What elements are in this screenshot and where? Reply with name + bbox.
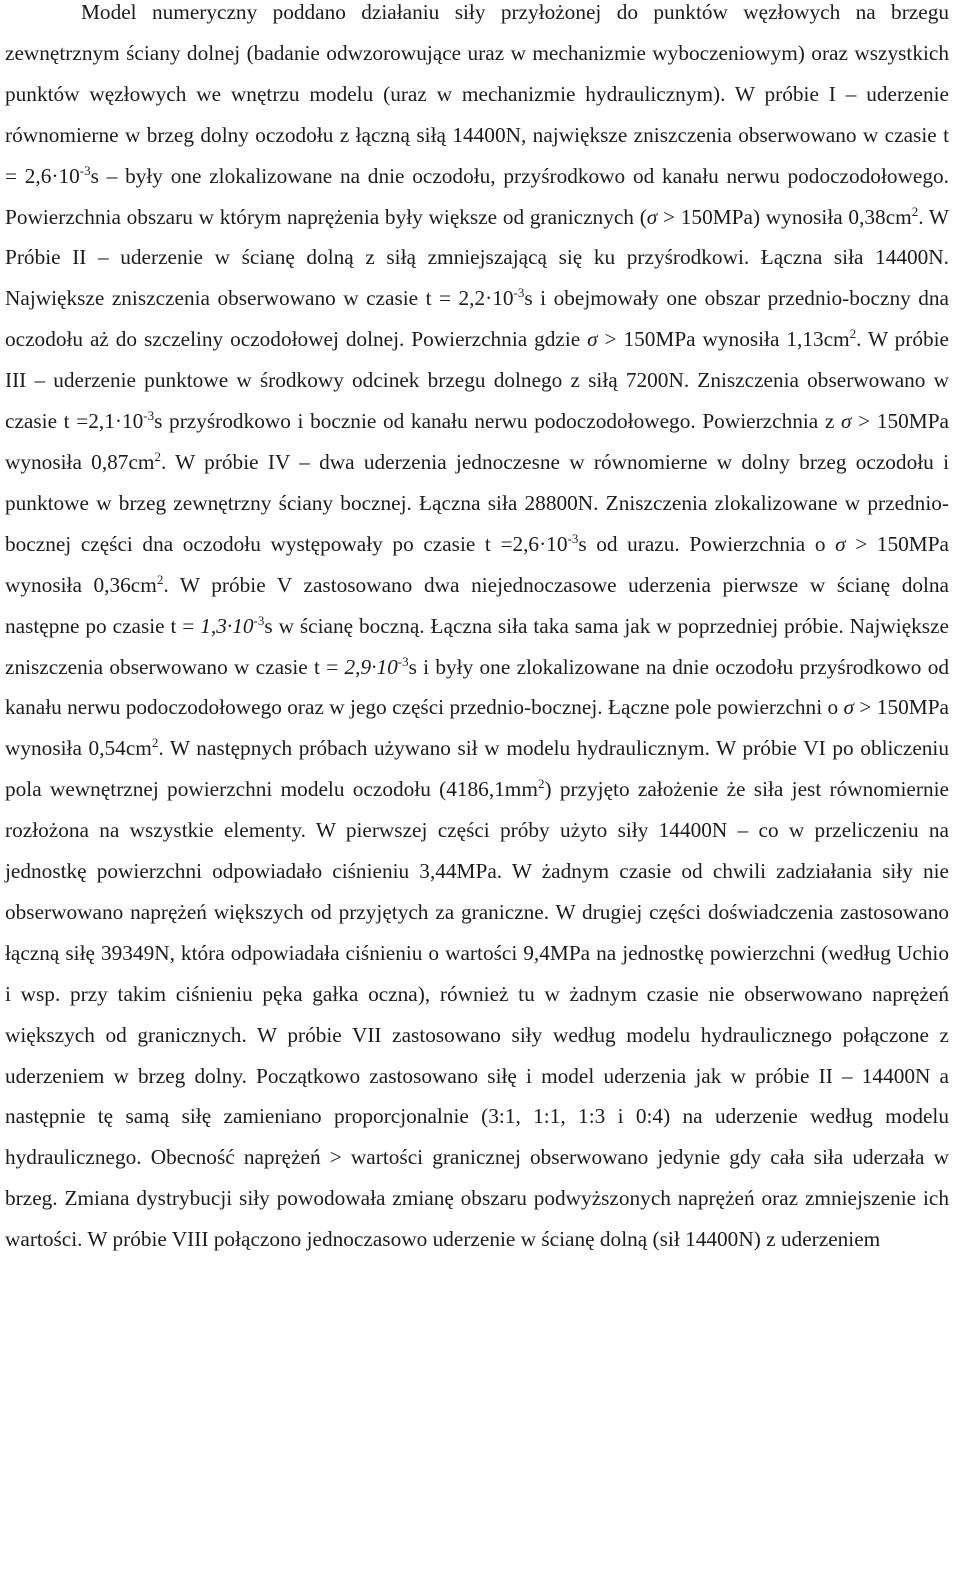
sigma-symbol: σ (843, 695, 855, 720)
text-run: ) przyjęto założenie że siła jest równomiernie rozłożona na wszystkie elementy. W pierwszej części próby użyto siły 14400N – co w przeliczeniu na jednostkę powierzchni odpowiadało ciśnieniu 3,44MPa. W żadnym czasie od chwili zadziałania siły nie obserwowano naprężeń większych od przyjętych za graniczne. W drugiej części doświadczenia zastosowano łączną siłę 39349N, która odpowiadała ciśnieniu o wartości 9,4MPa na jednostkę powierzchni (według Uchio i wsp. przy takim ciśnieniu pęka gałka oczna), również tu w żadnym czasie nie obserwowano naprężeń większych od granicznych. W próbie VII zastosowano siły według modelu hydraulicznego połączone z uderzeniem w brzeg dolny. Początkowo zastosowano siłę i model uderzenia jak w próbie II – 14400N a następnie tę samą siłę zamieniano proporcjonalnie (3:1, 1:1, 1:3 i 0:4) na uderzenie według modelu hydraulicznego. Obecność naprężeń > wartości granicznej obserwowano jedynie gdy cała siła uderzała w brzeg. Zmiana dystrybucji siły powodowała zmianę obszaru podwyższonych naprężeń oraz zmniejszenie ich wartości. W próbie VIII połączono jednoczasowo uderzenie w ścianę dolną (sił 14400N) z uderzeniem (5, 777, 949, 1252)
superscript: -3 (143, 408, 155, 424)
text-run: . W próbie V zastosowano dwa niejednoczasowe uderzenia pierwsze w ścianę dolna następne po czasie t = (5, 572, 950, 638)
superscript: 2 (151, 735, 159, 751)
superscript: -3 (253, 612, 265, 628)
superscript: 2 (911, 203, 919, 219)
sigma-symbol: σ (646, 204, 658, 229)
superscript: -3 (567, 530, 579, 546)
text-run: > 150MPa wynosiła 0,36cm (5, 531, 949, 597)
text-run: > 150MPa) wynosiła 0,38cm (657, 204, 912, 229)
text-run: s i były one zlokalizowane na dnie oczodołu przyśrodkowo od kanału nerwu podoczodołowego oraz w jego części przednio-bocznej. Łączne pole powierzchni o (5, 654, 949, 720)
superscript: -3 (397, 653, 409, 669)
italic-value: 1,3·10 (200, 613, 254, 638)
text-run: . W następnych próbach używano sił w modelu hydraulicznym. W próbie VI po obliczeniu pola wewnętrznej powierzchni modelu oczodołu (4186,1mm (5, 736, 949, 802)
superscript: 2 (154, 448, 161, 464)
superscript: 2 (156, 571, 164, 587)
sigma-symbol: σ (841, 409, 852, 434)
text-run: s – były one zlokalizowane na dnie oczodołu, przyśrodkowo od kanału nerwu podoczodołowego. Powierzchnia obszaru w którym naprężenia były większe od granicznych ( (5, 163, 949, 229)
text-run: s przyśrodkowo i bocznie od kanału nerwu podoczodołowego. Powierzchnia z (154, 409, 841, 434)
text-run: s i obejmowały one obszar przednio-boczny dna oczodołu aż do szczeliny oczodołowej dolnej. Powierzchnia gdzie (5, 286, 950, 352)
text-run: . W Próbie II – uderzenie w ścianę dolną z siłą zmniejszającą się ku przyśrodkowi. Łączna siła 14400N. Największe zniszczenia obserwowano w czasie t = 2,2·10 (5, 204, 949, 311)
italic-value: 2,9·10 (344, 654, 398, 679)
text-run: . W próbie IV – dwa uderzenia jednoczesne w równomierne w dolny brzeg oczodołu i punktowe w brzeg zewnętrzny ściany bocznej. Łączna siła 28800N. Zniszczenia zlokalizowane w przednio-bocznej części dna oczodołu występowały po czasie t =2,6·10 (5, 449, 949, 556)
text-run: > 150MPa wynosiła 1,13cm (597, 327, 850, 352)
superscript: -3 (513, 285, 525, 301)
text-run: Model numeryczny poddano działaniu siły przyłożonej do punktów węzłowych na brzegu zewnętrznym ściany dolnej (badanie odwzorowujące uraz w mechanizmie wyboczeniowym) oraz wszystkich punktów węzłowych we wnętrzu modelu (uraz w mechanizmie hydraulicznym). W próbie I – uderzenie równomierne w brzeg dolny oczodołu z łączną siłą 14400N, największe zniszczenia obserwowano w czasie t = 2,6·10 (5, 0, 949, 188)
superscript: 2 (849, 326, 857, 342)
sigma-symbol: σ (587, 327, 598, 352)
text-run: s w ścianę boczną. Łączna siła taka sama jak w poprzedniej próbie. Największe zniszczenia obserwowano w czasie t = (5, 613, 949, 679)
text-run: . W próbie III – uderzenie punktowe w środkowy odcinek brzegu dolnego z siłą 7200N. Zniszczenia obserwowano w czasie t =2,1·10 (5, 327, 949, 434)
superscript: -3 (79, 162, 91, 178)
text-run: s od urazu. Powierzchnia o (578, 531, 836, 556)
sigma-symbol: σ (835, 531, 846, 556)
text-run: > 150MPa wynosiła 0,54cm (5, 695, 949, 761)
superscript: 2 (537, 776, 545, 792)
text-run: > 150MPa wynosiła 0,87cm (5, 409, 950, 474)
